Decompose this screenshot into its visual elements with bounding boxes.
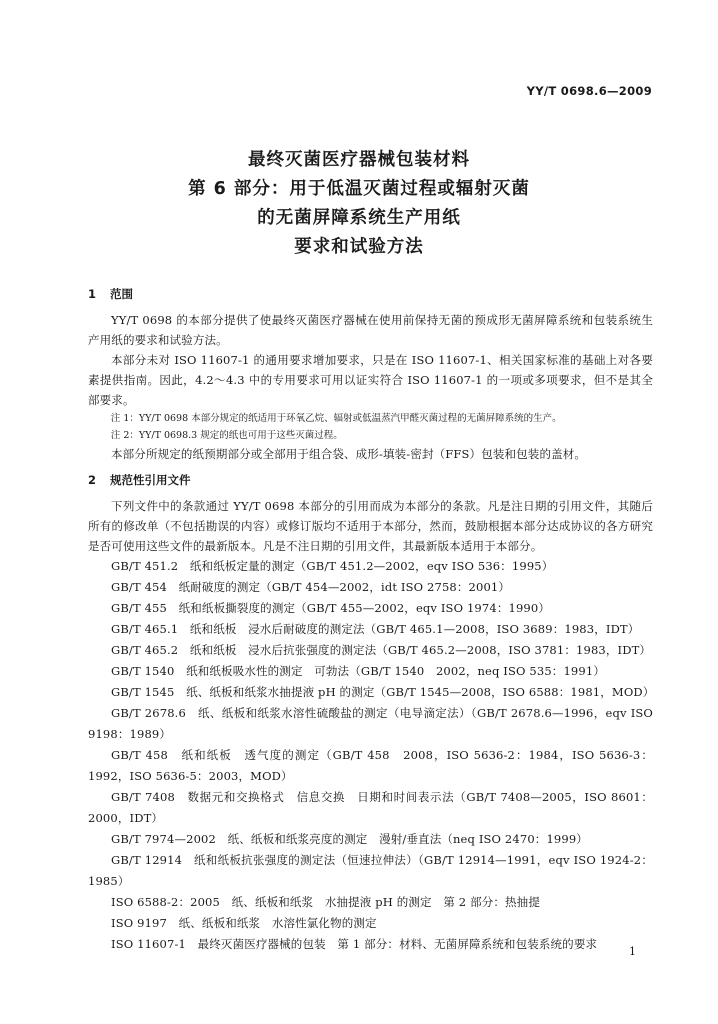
document-title [0, 146, 718, 262]
section-heading [88, 286, 653, 302]
reference-item: ISO 11607-1 最终灭菌医疗器械的包装 第 1 部分：材料、无菌屏障系统和包装系统的要求 [111, 937, 598, 951]
reference-item: GB/T 1540 纸和纸板吸水性的测定 可勃法（GB/T 1540 2002，neq ISO 535：1991） [111, 664, 605, 678]
section-number: 1 [88, 287, 97, 301]
paragraph: YY/T 0698 的本部分提供了使最终灭菌医疗器械在使用前保持无菌的预成形无菌屏障系统和包装系统生产用纸的要求和试验方法。 [88, 313, 653, 347]
note: 注 2：YY/T 0698.3 规定的纸也可用于这些灭菌过程。 [110, 430, 343, 441]
section-title: 范围 [110, 287, 133, 301]
page-number: 1 [629, 945, 636, 958]
reference-item: GB/T 1545 纸、纸板和纸浆水抽提液 pH 的测定（GB/T 1545—2008，ISO 6588：1981，MOD） [111, 685, 655, 699]
reference-item: GB/T 451.2 纸和纸板定量的测定（GB/T 451.2—2002，eqv ISO 536：1995） [111, 559, 554, 573]
reference-item: ISO 9197 纸、纸板和纸浆 水溶性氯化物的测定 [111, 916, 377, 930]
paragraph: 本部分未对 ISO 11607-1 的通用要求增加要求，只是在 ISO 11607-1、相关国家标准的基础上对各要素提供指南。因此，4.2～4.3 中的专用要求可用以证实符合 ISO 11607-1 的一项或多项要求，但不是其全部要求。 [88, 353, 653, 407]
reference-item: GB/T 454 纸耐破度的测定（GB/T 454—2002，idt ISO 2758：2001） [111, 580, 511, 594]
note: 注 1：YY/T 0698 本部分规定的纸适用于环氧乙烷、辐射或低温蒸汽甲醛灭菌过程的无菌屏障系统的生产。 [110, 413, 562, 424]
paragraph: 本部分所规定的纸预期部分或全部用于组合袋、成形-填装-密封（FFS）包装和包装的盖材。 [111, 447, 587, 461]
title-line: 第 6 部分：用于低温灭菌过程或辐射灭菌 [188, 179, 530, 199]
paragraph: 下列文件中的条款通过 YY/T 0698 本部分的引用而成为本部分的条款。凡是注日期的引用文件，其随后所有的修改单（不包括勘误的内容）或修订版均不适用于本部分，然而，鼓励根据本部分达成协议的各方研究是否可使用这些文件的最新版本。凡是不注日期的引用文件，其最新版本适用于本部分。 [88, 499, 653, 553]
reference-item: GB/T 465.1 纸和纸板 浸水后耐破度的测定法（GB/T 465.1—2008，ISO 3689：1983，IDT） [111, 622, 640, 636]
section-title: 规范性引用文件 [110, 473, 191, 487]
reference-item: ISO 6588-2：2005 纸、纸板和纸浆 水抽提液 pH 的测定 第 2 部分：热抽提 [111, 895, 540, 909]
title-line: 要求和试验方法 [294, 237, 424, 257]
section-normative-references [88, 472, 653, 955]
reference-item: GB/T 2678.6 纸、纸板和纸浆水溶性硫酸盐的测定（电导滴定法）（GB/T 2678.6—1996，eqv ISO 9198：1989） [88, 706, 653, 741]
standard-number: YY/T 0698.6—2009 [526, 84, 652, 98]
title-line: 最终灭菌医疗器械包装材料 [248, 150, 470, 170]
reference-item: GB/T 455 纸和纸板撕裂度的测定（GB/T 455—2002，eqv ISO 1974：1990） [111, 601, 550, 615]
reference-item: GB/T 458 纸和纸板 透气度的测定（GB/T 458 2008，ISO 5636-2：1984，ISO 5636-3：1992，ISO 5636-5：2003，MOD） [88, 748, 653, 783]
reference-item: GB/T 12914 纸和纸板抗张强度的测定法（恒速拉伸法）（GB/T 12914—1991，eqv ISO 1924-2：1985） [88, 853, 653, 888]
title-line: 的无菌屏障系统生产用纸 [257, 208, 461, 228]
reference-item: GB/T 465.2 纸和纸板 浸水后抗张强度的测定法（GB/T 465.2—2008，ISO 3781：1983，IDT） [111, 643, 652, 657]
section-heading [88, 472, 653, 488]
reference-item: GB/T 7974—2002 纸、纸板和纸浆亮度的测定 漫射/垂直法（neq ISO 2470：1999） [111, 832, 588, 846]
section-number: 2 [88, 473, 97, 487]
reference-item: GB/T 7408 数据元和交换格式 信息交换 日期和时间表示法（GB/T 7408—2005，ISO 8601：2000，IDT） [88, 790, 653, 825]
section-scope [88, 286, 653, 464]
